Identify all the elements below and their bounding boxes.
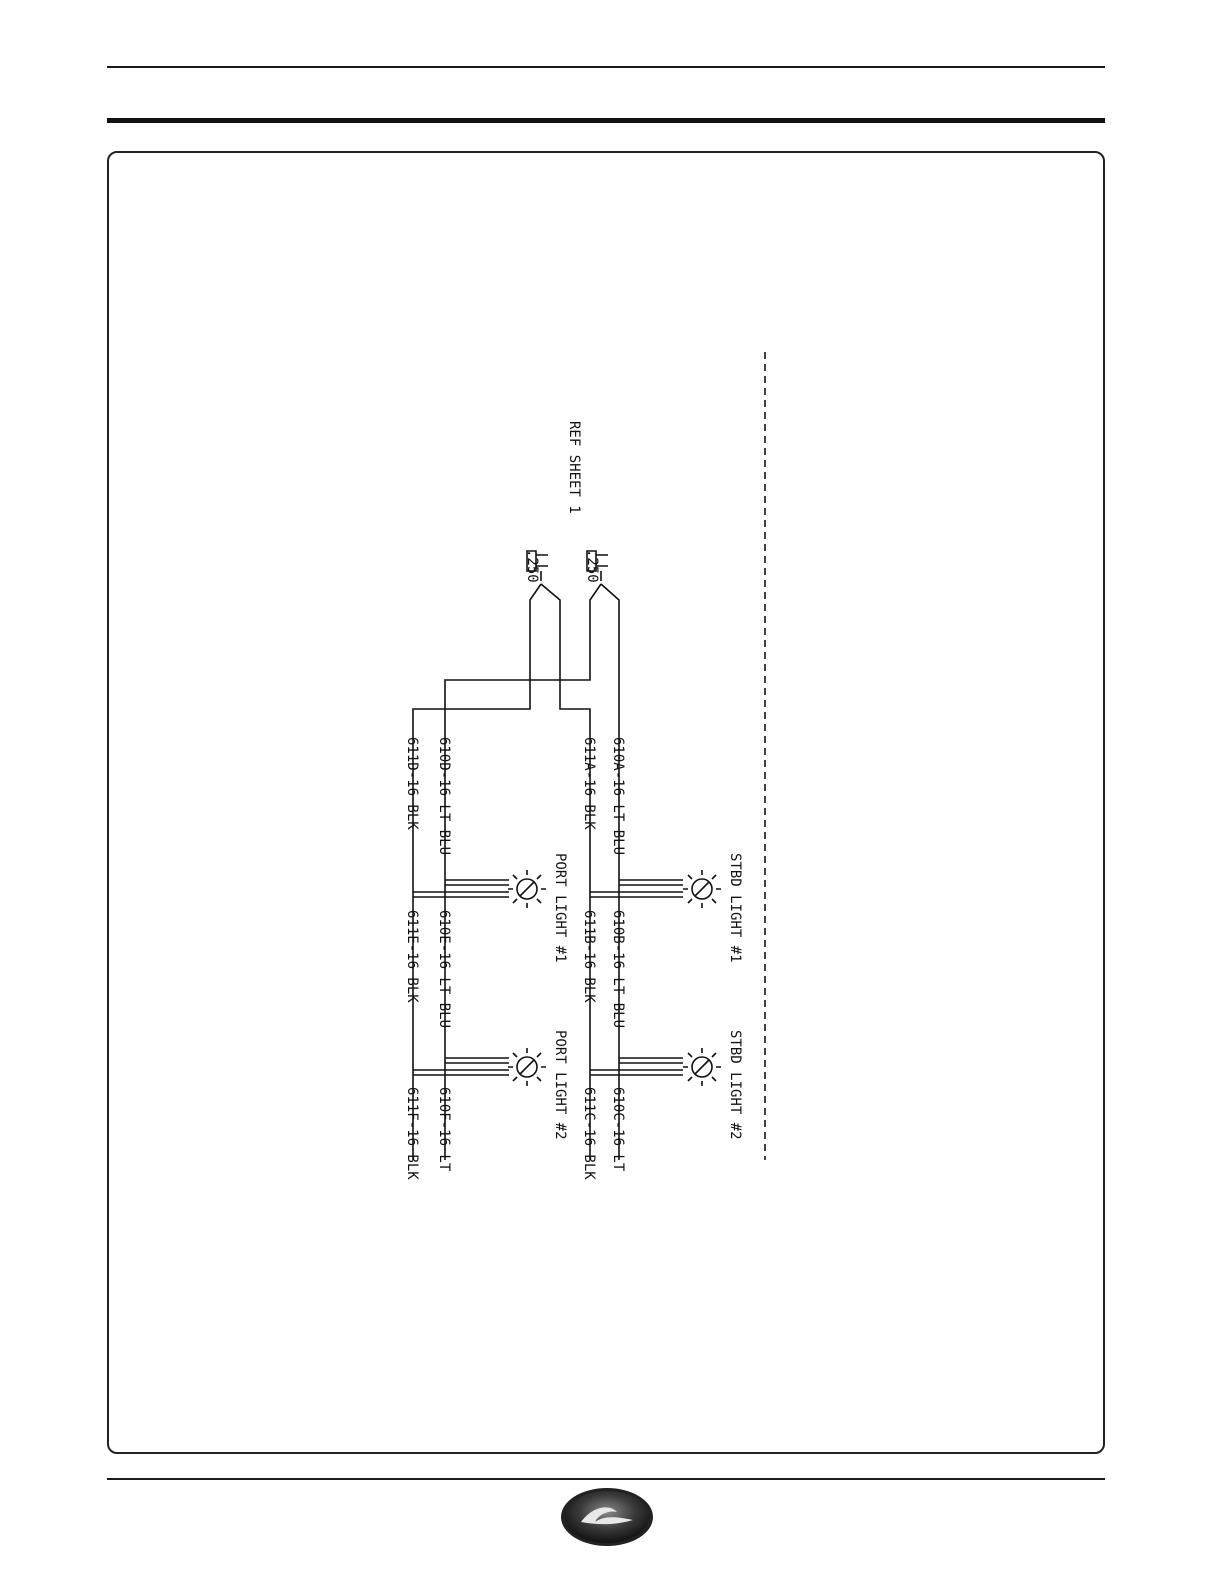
port-light-1-taps [413, 880, 509, 897]
footer-rule [107, 1478, 1105, 1480]
wire-610d-run [445, 571, 601, 850]
port-light-2-taps [413, 1058, 509, 1075]
stbd-light-2-icon [683, 1048, 721, 1086]
wire-610e-label: 610E-16 LT BLU [436, 910, 452, 1029]
port-light-2-icon [508, 1048, 546, 1086]
port-light-1-icon [508, 870, 546, 908]
wire-611f-label: 611F-16 BLK [404, 1087, 420, 1180]
connector-stbd-rating: .250 [584, 549, 600, 583]
wire-611a-label: 611A-16 BLK [581, 737, 597, 830]
port-light-1-label: PORT LIGHT #1 [552, 853, 568, 963]
stbd-light-2-label: STBD LIGHT #2 [727, 1030, 743, 1140]
ref-sheet-label: REF SHEET 1 [566, 421, 582, 514]
stbd-light-1-label: STBD LIGHT #1 [727, 853, 743, 963]
connector-port-rating: .250 [524, 549, 540, 583]
brand-logo-icon [559, 1486, 655, 1548]
wire-610d-label: 610D-16 LT BLU [436, 737, 452, 856]
wire-610a-label: 610A-16 LT BLU [610, 737, 626, 856]
wire-611b-label: 611B-16 BLK [581, 910, 597, 1003]
wire-610c-label: 610C-16 LT [610, 1087, 626, 1172]
stbd-light-2-taps [590, 1058, 683, 1075]
port-light-2-label: PORT LIGHT #2 [552, 1030, 568, 1140]
wire-610f-label: 610F-16 LT [436, 1087, 452, 1172]
wire-611c-label: 611C-16 BLK [581, 1087, 597, 1180]
stbd-light-1-taps [590, 880, 683, 897]
stbd-light-1-icon [683, 870, 721, 908]
wire-610b-label: 610B-16 LT BLU [610, 910, 626, 1029]
wire-611e-label: 611E-16 BLK [404, 910, 420, 1003]
wire-611d-run [413, 571, 541, 850]
wire-611d-label: 611D-16 BLK [404, 737, 420, 830]
